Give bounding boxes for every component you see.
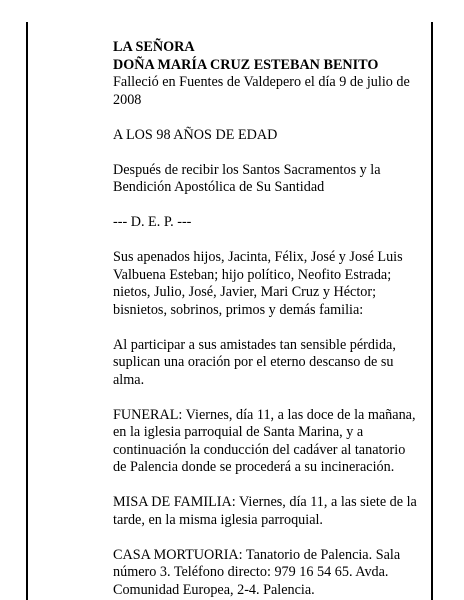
family-list: Sus apenados hijos, Jacinta, Félix, José y José Luis Valbuena Esteban; hijo político, Neofito Estrada; nietos, Julio, José, Javier, Mari Cruz y Héctor; bisnietos, sobrinos, primos y demás familia: [113,249,403,318]
prayer-request: Al participar a sus amistades tan sensible pérdida, suplican una oración por el eterno descanso de su alma. [113,336,396,388]
funeral-details: FUNERAL: Viernes, día 11, a las doce de la mañana, en la iglesia parroquial de Santa Marina, y a continuación la conducción del cadáver al tanatorio de Palencia donde se procederá a su incineración. [113,406,416,475]
deceased-name: DOÑA MARÍA CRUZ ESTEBAN BENITO [113,56,379,73]
mortuary-details: CASA MORTUORIA: Tanatorio de Palencia. Sala número 3. Teléfono directo: 979 16 54 65. Avda. Comunidad Europea, 2-4. Palencia. [113,546,401,598]
sacraments-notice: Después de recibir los Santos Sacramentos y la Bendición Apostólica de Su Santidad [113,161,381,195]
death-notice: Falleció en Fuentes de Valdepero el día 9 de julio de 2008 [113,74,410,108]
rest-in-peace: --- D. E. P. --- [113,214,192,230]
family-mass-details: MISA DE FAMILIA: Viernes, día 11, a las siete de la tarde, en la misma iglesia parroquial. [113,494,417,528]
age-notice: A LOS 98 AÑOS DE EDAD [113,126,278,143]
obituary-text [113,39,419,599]
right-border-line [431,22,433,600]
title-line-1: LA SEÑORA [113,39,195,55]
left-border-line [26,22,28,600]
